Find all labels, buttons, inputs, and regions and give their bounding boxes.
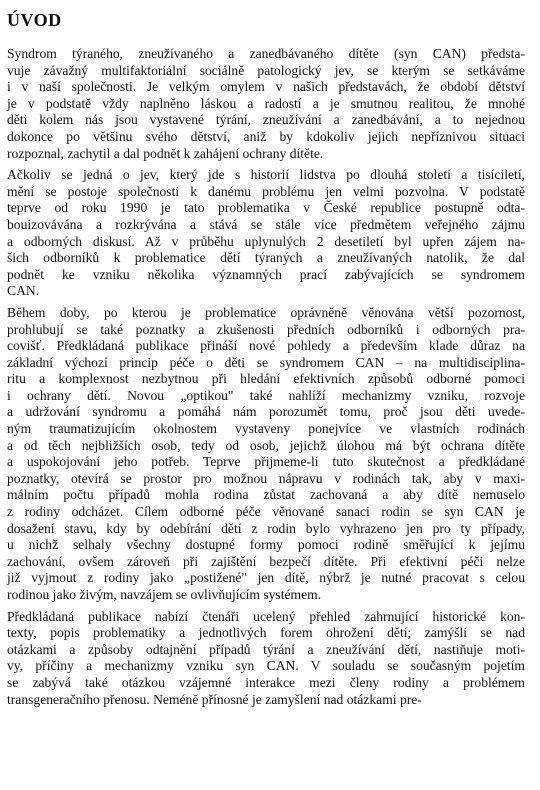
text-line: poznatky, otevírá se prostor pro možnou nápravu v rodinách tak, aby v maxi-	[7, 470, 525, 486]
text-line: a uspokojování jeho potřeb. Teprve přijmeme-li tuto skutečnost a předkládané	[7, 454, 525, 470]
text-line: transgeneračního přenosu. Neméně přínosné je zamyšlení nad otázkami pre-	[7, 691, 422, 707]
text-line: zachování, ovšem zároveň při zajištění bezpečí dítěte. Při efektivní péči nelze	[7, 553, 525, 569]
text-line: děti kolem nás jsou vystavené týrání, zneužívání a zanedbávání, a to nejednou	[7, 112, 525, 128]
text-line: a udržování syndromu a pomáhá nám porozumět tomu, proč jsou děti uvede-	[7, 404, 525, 420]
text-line: Ačkoliv se jedná o jev, který jde s historií lidstva po dlouhá století a tisíciletí,	[7, 167, 525, 183]
text-line: se zabývá také otázkou vzájemné interakce mezi členy rodiny a problémem	[7, 674, 525, 690]
text-line: je v podstatě vždy naplněno láskou a radostí a je smutnou realitou, že mnohé	[7, 95, 525, 111]
text-line: dokonce po většinu svého dětství, aniž by kdokoliv jejich nepříznivou situaci	[7, 128, 525, 144]
paragraph-4	[7, 609, 525, 709]
body-text	[7, 46, 525, 713]
text-line: Předkládaná publikace nabízí čtenáři ucelený přehled zahrnující historické kon-	[7, 608, 525, 624]
text-line: podnět ke vzniku několika významných prací zabývajících se syndromem	[7, 266, 525, 282]
text-line: dosažení stavu, kdy by odebírání dětí z rodin bylo vyhrazeno jen pro ty případy,	[7, 520, 525, 536]
text-line: prohlubují se také poznatky a zkušenosti předních odborníků i odborných pra-	[7, 321, 525, 337]
text-line: Během doby, po kterou je problematice oprávněně věnována větší pozornost,	[7, 304, 525, 320]
paragraph-1	[7, 46, 525, 162]
text-line: CAN.	[7, 283, 40, 299]
text-line: u nichž selhaly všechny dostupné formy pomoci rodině směřující k jejímu	[7, 537, 525, 553]
text-line: z rodiny odcházet. Cílem odborné péče věnované sanaci rodin se syn CAN je	[7, 504, 525, 520]
text-line: a od těch nejbližších osob, tedy od osob, jejichž úlohou má být ochrana dítěte	[7, 437, 525, 453]
text-line: rodinou jako živým, navzájem se ovlivňujícím systémem.	[7, 587, 322, 602]
text-line: vuje závažný multifaktoriální sociálně patologický jev, se kterým se setkáváme	[7, 62, 525, 78]
text-line: i ochrany dětí. Novou „optikou" také nahlíží mechanizmy vzniku, rozvoje	[7, 387, 525, 403]
text-line: vy, příčiny a mechanizmy vzniku syn CAN. V souladu se současným pojetím	[7, 658, 525, 674]
text-line: bouizovávána a rozkrývána a stává se stále více předmětem veřejného zájmu	[7, 216, 525, 232]
text-line: a odborných diskusí. Až v průběhu uplynulých 2 desetiletí byl upřen zájem na-	[7, 233, 525, 249]
text-line: mění se postoje společnosti k danému problému jen velmi pozvolna. V podstatě	[7, 183, 525, 199]
text-line: málním počtu případů mohla rodina zůstat zachovaná a aby dítě nemuselo	[7, 487, 525, 503]
text-line: rozpoznal, zachytil a dal podnět k zahájení ochrany dítěte.	[7, 145, 324, 161]
paragraph-2	[7, 167, 525, 300]
text-line: základní výchozí princip péče o děti se syndromem CAN – na multidisciplina-	[7, 354, 525, 370]
text-line: covišť. Předkládaná publikace přináší nové pohledy a především klade důraz na	[7, 338, 525, 354]
text-line: již vyjmout z rodiny jako „postižené" jen dítě, nýbrž je nutné pracovat s celou	[7, 570, 525, 586]
text-line: ritu a komplexnost nezbytnou při hledání efektivních způsobů odborné pomoci	[7, 371, 525, 387]
text-line: šich odborníků k problematice dětí týraných a zneužívaných natolik, že dal	[7, 250, 525, 266]
text-line: ným traumatizujícím okolnostem vystaveny ponejvíce ve vlastních rodinách	[7, 421, 525, 437]
text-line: teprve od roku 1990 je tato problematika v České republice postupně odta-	[7, 200, 525, 216]
text-line: i v naší společnosti. Je velkým omylem v našich představách, že období dětství	[7, 79, 525, 95]
text-line: Syndrom týraného, zneužívaného a zanedbávaného dítěte (syn CAN) předsta-	[7, 46, 525, 61]
text-line: otázkami a způsoby odtajnění případů týrání a zneužívání dětí, nastiňuje moti-	[7, 641, 525, 657]
paragraph-3	[7, 305, 525, 604]
section-heading: ÚVOD	[7, 10, 62, 30]
text-line: texty, popis problematiky a jednotlivých forem ohrožení dětí; zamýšlí se nad	[7, 625, 525, 641]
